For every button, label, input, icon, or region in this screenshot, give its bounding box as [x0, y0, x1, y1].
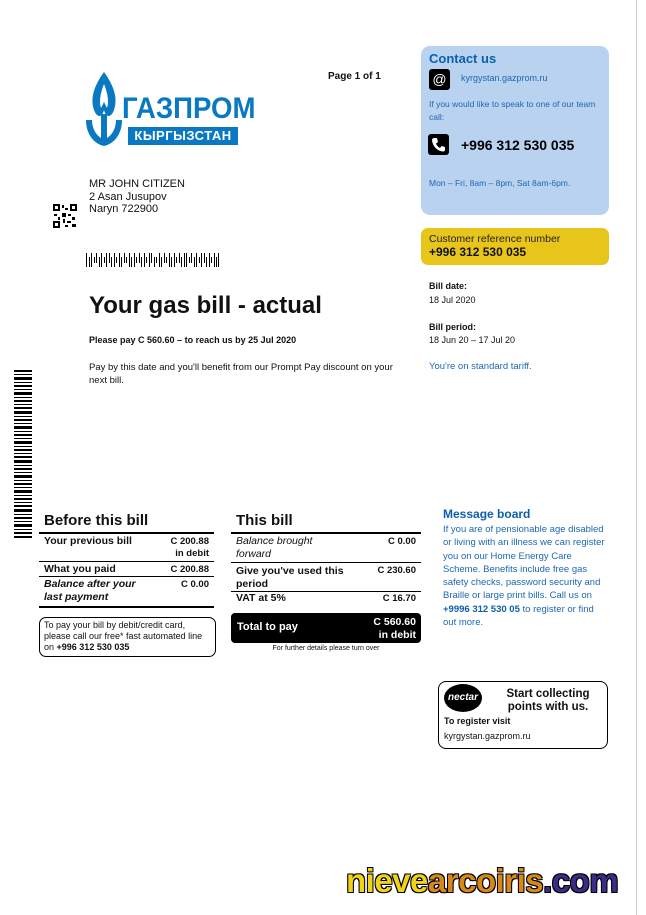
- forward-label: Balance brought forward: [236, 535, 313, 560]
- divider: [231, 562, 421, 563]
- nectar-website[interactable]: kyrgystan.gazprom.ru: [444, 731, 531, 741]
- message-board-text: If you are of pensionable age disabled or living with an illness we can register you on our Home Energy Care Scheme. Benefits include free gas safety checks, password security and Braille or large print bills. Call us on +9996 312 530 05 to register or find out more.: [443, 524, 605, 629]
- contact-phone[interactable]: +996 312 530 035: [461, 137, 575, 153]
- contact-speak-text: If you would like to speak to one of our team call:: [429, 99, 596, 122]
- bill-date: 18 Jul 2020: [429, 295, 476, 305]
- qr-code-icon: [53, 204, 77, 228]
- reference-value: +996 312 530 035: [429, 245, 527, 259]
- card-payment-text: To pay your bill by debit/credit card, please call our free* fast automated line on +996 312 530 035: [44, 620, 203, 652]
- side-barcode: [14, 370, 32, 538]
- bill-period: 18 Jun 20 – 17 Jul 20: [429, 335, 516, 345]
- used-label: Give you've used this period: [236, 565, 344, 590]
- page-number: Page 1 of 1: [328, 71, 381, 82]
- contact-title: Contact us: [429, 51, 497, 66]
- card-payment-phone[interactable]: +996 312 530 035: [56, 642, 130, 652]
- prompt-pay-note: Pay by this date and you'll benefit from our Prompt Pay discount on your next bill.: [89, 362, 393, 386]
- contact-website[interactable]: kyrgystan.gazprom.ru: [461, 73, 548, 83]
- before-bill-heading: Before this bill: [44, 512, 149, 529]
- bill-date-label: Bill date:: [429, 281, 468, 291]
- postal-barcode: [86, 251, 220, 267]
- logo-wordmark: ГАЗПРОМ: [122, 92, 256, 125]
- reference-label: Customer reference number: [429, 233, 561, 245]
- logo-subtitle: КЫРГЫЗСТАН: [128, 127, 238, 145]
- paid-value: C 200.88: [170, 564, 209, 575]
- nectar-register-label: To register visit: [444, 716, 511, 726]
- balance-value: C 0.00: [181, 579, 209, 590]
- at-sign-icon: @: [429, 69, 450, 90]
- tariff-note: You're on standard tariff.: [429, 361, 532, 372]
- paid-label: What you paid: [44, 563, 116, 575]
- divider: [39, 561, 214, 562]
- customer-name: MR JOHN CITIZEN: [89, 178, 185, 190]
- total-label: Total to pay: [237, 621, 298, 633]
- phone-icon: [428, 134, 449, 155]
- balance-label: Balance after your last payment: [44, 578, 136, 603]
- previous-bill-value: C 200.88 in debit: [170, 536, 209, 559]
- pay-instruction: Please pay C 560.60 – to reach us by 25 Jul 2020: [89, 335, 297, 345]
- nectar-logo-icon: nectar: [444, 684, 482, 712]
- this-bill-heading: This bill: [236, 512, 293, 529]
- message-board-phone[interactable]: +9996 312 530 05: [443, 603, 520, 615]
- customer-city: Naryn 722900: [89, 203, 159, 215]
- nectar-headline: Start collecting points with us.: [506, 688, 590, 713]
- divider: [39, 532, 214, 534]
- bill-title: Your gas bill - actual: [89, 292, 322, 319]
- turn-over-note: For further details please turn over: [272, 645, 380, 652]
- customer-street: 2 Asan Jusupov: [89, 190, 167, 203]
- bill-period-label: Bill period:: [429, 322, 476, 332]
- previous-bill-label: Your previous bill: [44, 535, 132, 547]
- used-value: C 230.60: [377, 565, 416, 576]
- total-value: C 560.60 in debit: [373, 616, 416, 641]
- divider: [231, 532, 421, 534]
- forward-value: C 0.00: [388, 536, 416, 547]
- contact-hours: Mon – Fri, 8am – 8pm, Sat 8am-6pm.: [429, 178, 571, 188]
- divider: [39, 576, 214, 577]
- vat-value: C 16.70: [382, 593, 416, 604]
- customer-address: [89, 178, 185, 216]
- gazprom-flame-logo: [80, 70, 126, 150]
- message-board-title: Message board: [443, 507, 531, 521]
- vat-label: VAT at 5%: [236, 592, 286, 604]
- divider: [39, 606, 214, 608]
- watermark: nievearcoiris.com: [346, 862, 619, 899]
- page-edge-line: [636, 0, 637, 915]
